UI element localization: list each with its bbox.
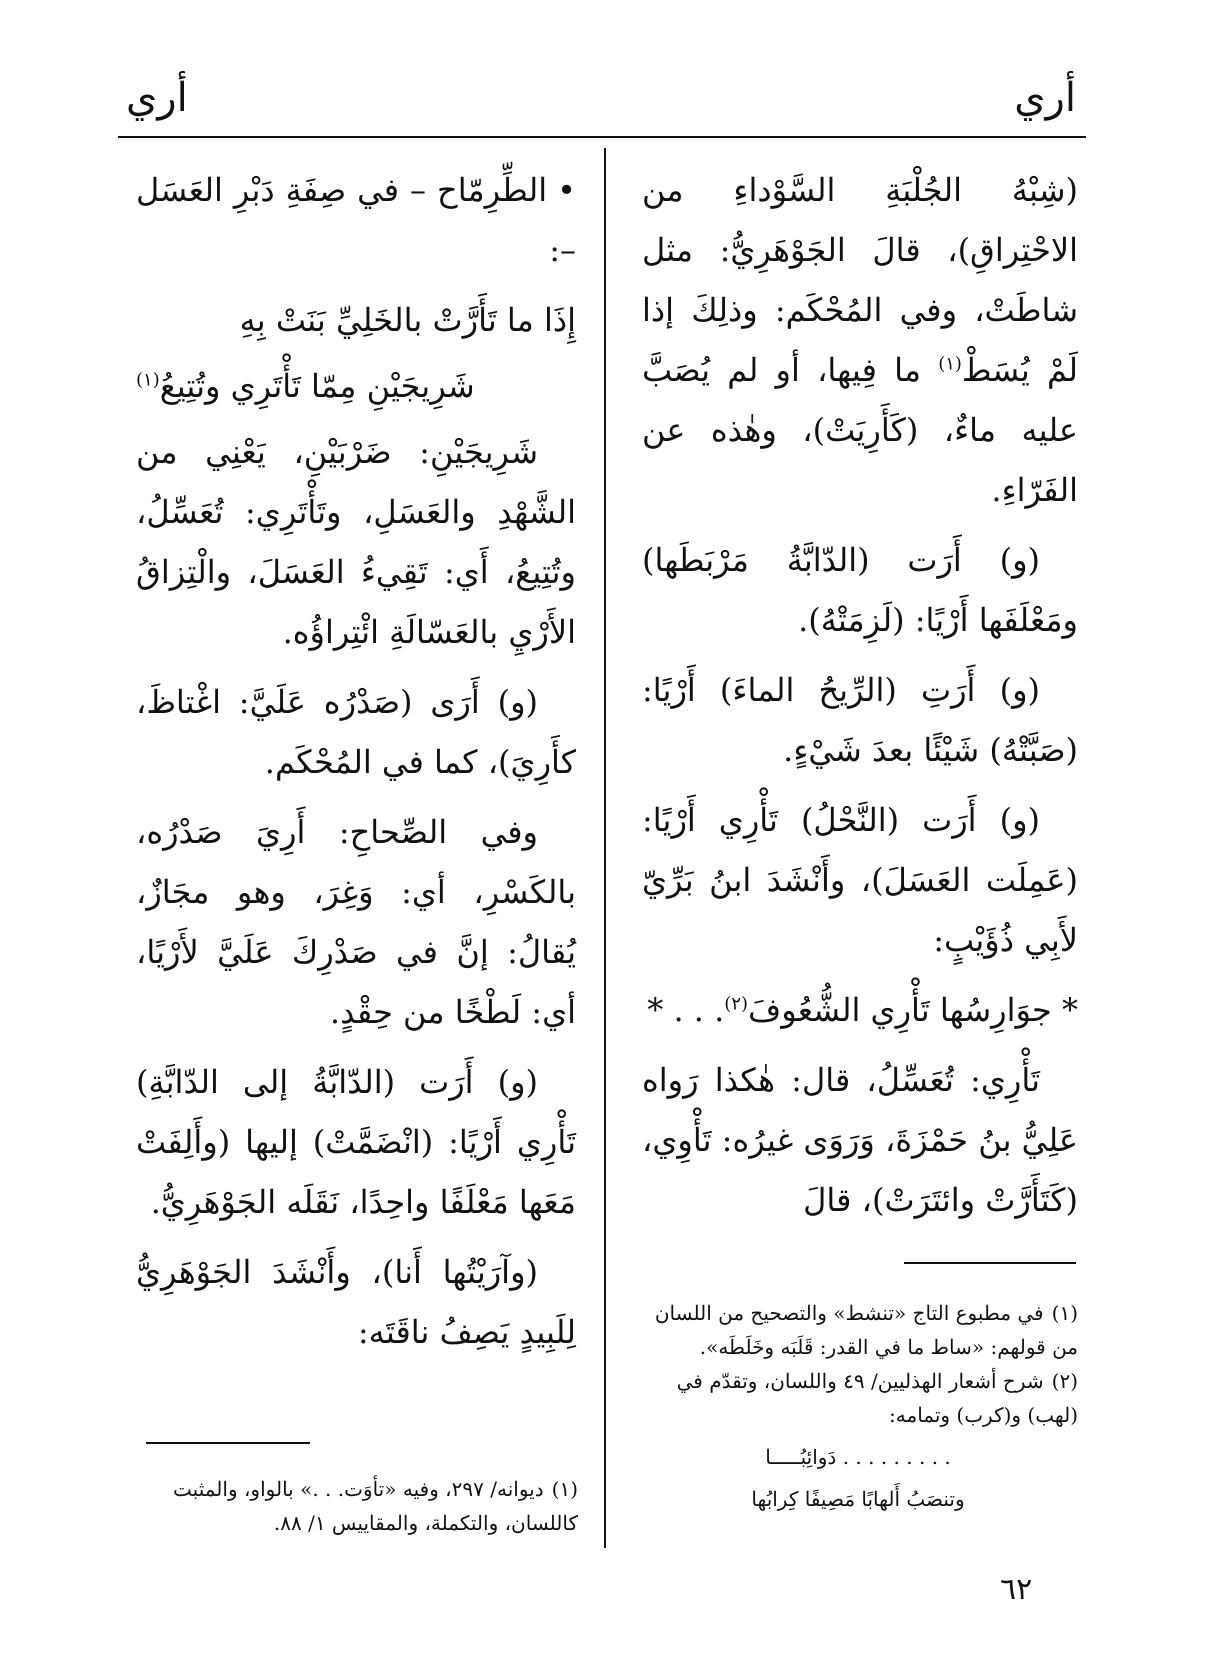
footnote-ref: (٢) — [724, 993, 749, 1015]
left-verse-line-2: شَرِيجَيْنِ مِمّا تَأْتَرِي وتُتِيعُ$^{(١)}$ — [136, 367, 475, 405]
footnote-ref: (١) — [136, 369, 160, 391]
left-paragraph-4: وفي الصِّحاحِ: أَرِيَ صَدْرُه، بالكَسْرِ، أي: وَغِرَ، وهو مجَازٌ، يُقالُ: إنَّ في صَدْرِكَ عَلَيَّ لأَرْيًا، أي: لَطْخًا من حِقْدٍ. — [136, 813, 576, 1031]
column-divider — [604, 148, 606, 1548]
left-paragraph-1: • الطِّرِمّاح – في صِفَةِ دَبْرِ العَسَل –: — [136, 160, 576, 280]
footnotes-left — [134, 1472, 578, 1540]
right-paragraph-4: (و) أَرَت (النَّحْلُ) تَأْرِي أَرْيًا: (عَمِلَت العَسَلَ)، وأَنْشَدَ ابنُ بَرِّيّ لأَبِي ذُؤَيْبٍ: — [642, 801, 1078, 959]
running-header-left: أري — [126, 75, 188, 121]
footnote-1: (١)في مطبوع التاج «تنشط» والتصحيح من اللسان من قولهم: «ساط ما في القدر: قَلَبَه وخَلَطَه». — [654, 1301, 1078, 1359]
left-paragraph-3: (و) أَرَى (صَدْرُه عَلَيَّ: اغْتاظَ، كأَرِيَ)، كما في المُحْكَم. — [136, 683, 576, 781]
right-column — [642, 160, 1078, 1240]
footnote-2: (٢)شرح أشعار الهذليين/ ٤٩ واللسان، وتقدّم في (لهب) و(كرب) وتمامه: — [676, 1369, 1078, 1427]
page-number: ٦٢ — [1000, 1572, 1033, 1607]
right-verse-line: * جوَارِسُها تَأْرِي الشُّعُوفَ$^{(٢)}$. . . * — [647, 991, 1078, 1029]
left-paragraph-6: (وآرَيْتُها أَنا)، وأَنْشَدَ الجَوْهَرِيُّ لِلَبِيدٍ يَصِفُ ناقَتَه: — [136, 1253, 576, 1351]
footnote-verse-line-1: . . . . . . . . . دَوائِبُـــــا — [765, 1445, 951, 1469]
left-verse-line-1: إِذَا ما تَأَرَّتْ بالخَلِيِّ بَنَتْ بِهِ — [239, 301, 576, 339]
left-paragraph-5: (و) أَرَت (الدّابَّةُ إلى الدّابَّةِ) تَأْرِي أَرْيًا: (انْضَمَّتْ) إليها (وأَلِفَتْ مَعَها مَعْلَفًا واحِدًا، نَقَلَه الجَوْهَرِيُّ. — [136, 1063, 576, 1221]
footnote-rule-right — [904, 1262, 1076, 1264]
right-paragraph-2: (و) أَرَت (الدّابَّةُ مَرْبَطَها) ومَعْلَفَها أَرْيًا: (لَزِمَتْهُ). — [642, 541, 1078, 639]
footnote-rule-left — [146, 1442, 310, 1444]
left-column — [136, 160, 576, 1372]
header-rule — [118, 136, 1086, 138]
footnote-1-left: (١)ديوانه/ ٢٩٧، وفيه «تأوَت. . .» بالواو، والمثبت كاللسان، والتكملة، والمقاييس ١/ ٨٨. — [173, 1477, 578, 1535]
right-paragraph-3: (و) أَرَتِ (الرِّيحُ الماءَ) أَرْيًا: (صَبَّتْهُ) شَيْئًا بعدَ شَيْءٍ. — [642, 671, 1078, 769]
running-header-right: أري — [1014, 75, 1076, 121]
right-paragraph-5: تَأْرِي: تُعَسِّلُ، قال: هٰكذا رَواه عَلِيُّ بنُ حَمْزَةَ، وَرَوَى غيرُه: تَأْوِي، (كَتَأَرَّتْ وائتَرَتْ)، قالَ — [642, 1061, 1078, 1219]
footnotes-right — [638, 1296, 1078, 1516]
left-paragraph-2: شَرِيجَيْنِ: ضَرْبَيْنِ، يَعْنِي من الشَّهْدِ والعَسَلِ، وتَأْتَرِي: تُعَسِّلُ، وتُتِيعُ، أَي: تَقِيءُ العَسَلَ، والْتِزاقُ الأَرْيِ بالعَسّالَةِ ائْتِراؤُه. — [136, 433, 576, 651]
footnote-ref: (١) — [938, 353, 962, 375]
footnote-verse-line-2: وتنصَبُ أَلهابًا مَصِيفًا كِرابُها — [751, 1487, 965, 1511]
right-paragraph-1: (شِبْهُ الجُلْبَةِ السَّوْداءِ من الاحْتِراقِ)، قالَ الجَوْهَرِيُّ: مثل شاطَتْ، وفي المُحْكَم: وذلِكَ إذا لَمْ يُسَطْ$^{(١)}$ ما فِيها، أو لم يُصَبَّ عليه ماءٌ، (كَأَرِيَتْ)، وهٰذه عن الفَرّاءِ. — [642, 171, 1079, 509]
